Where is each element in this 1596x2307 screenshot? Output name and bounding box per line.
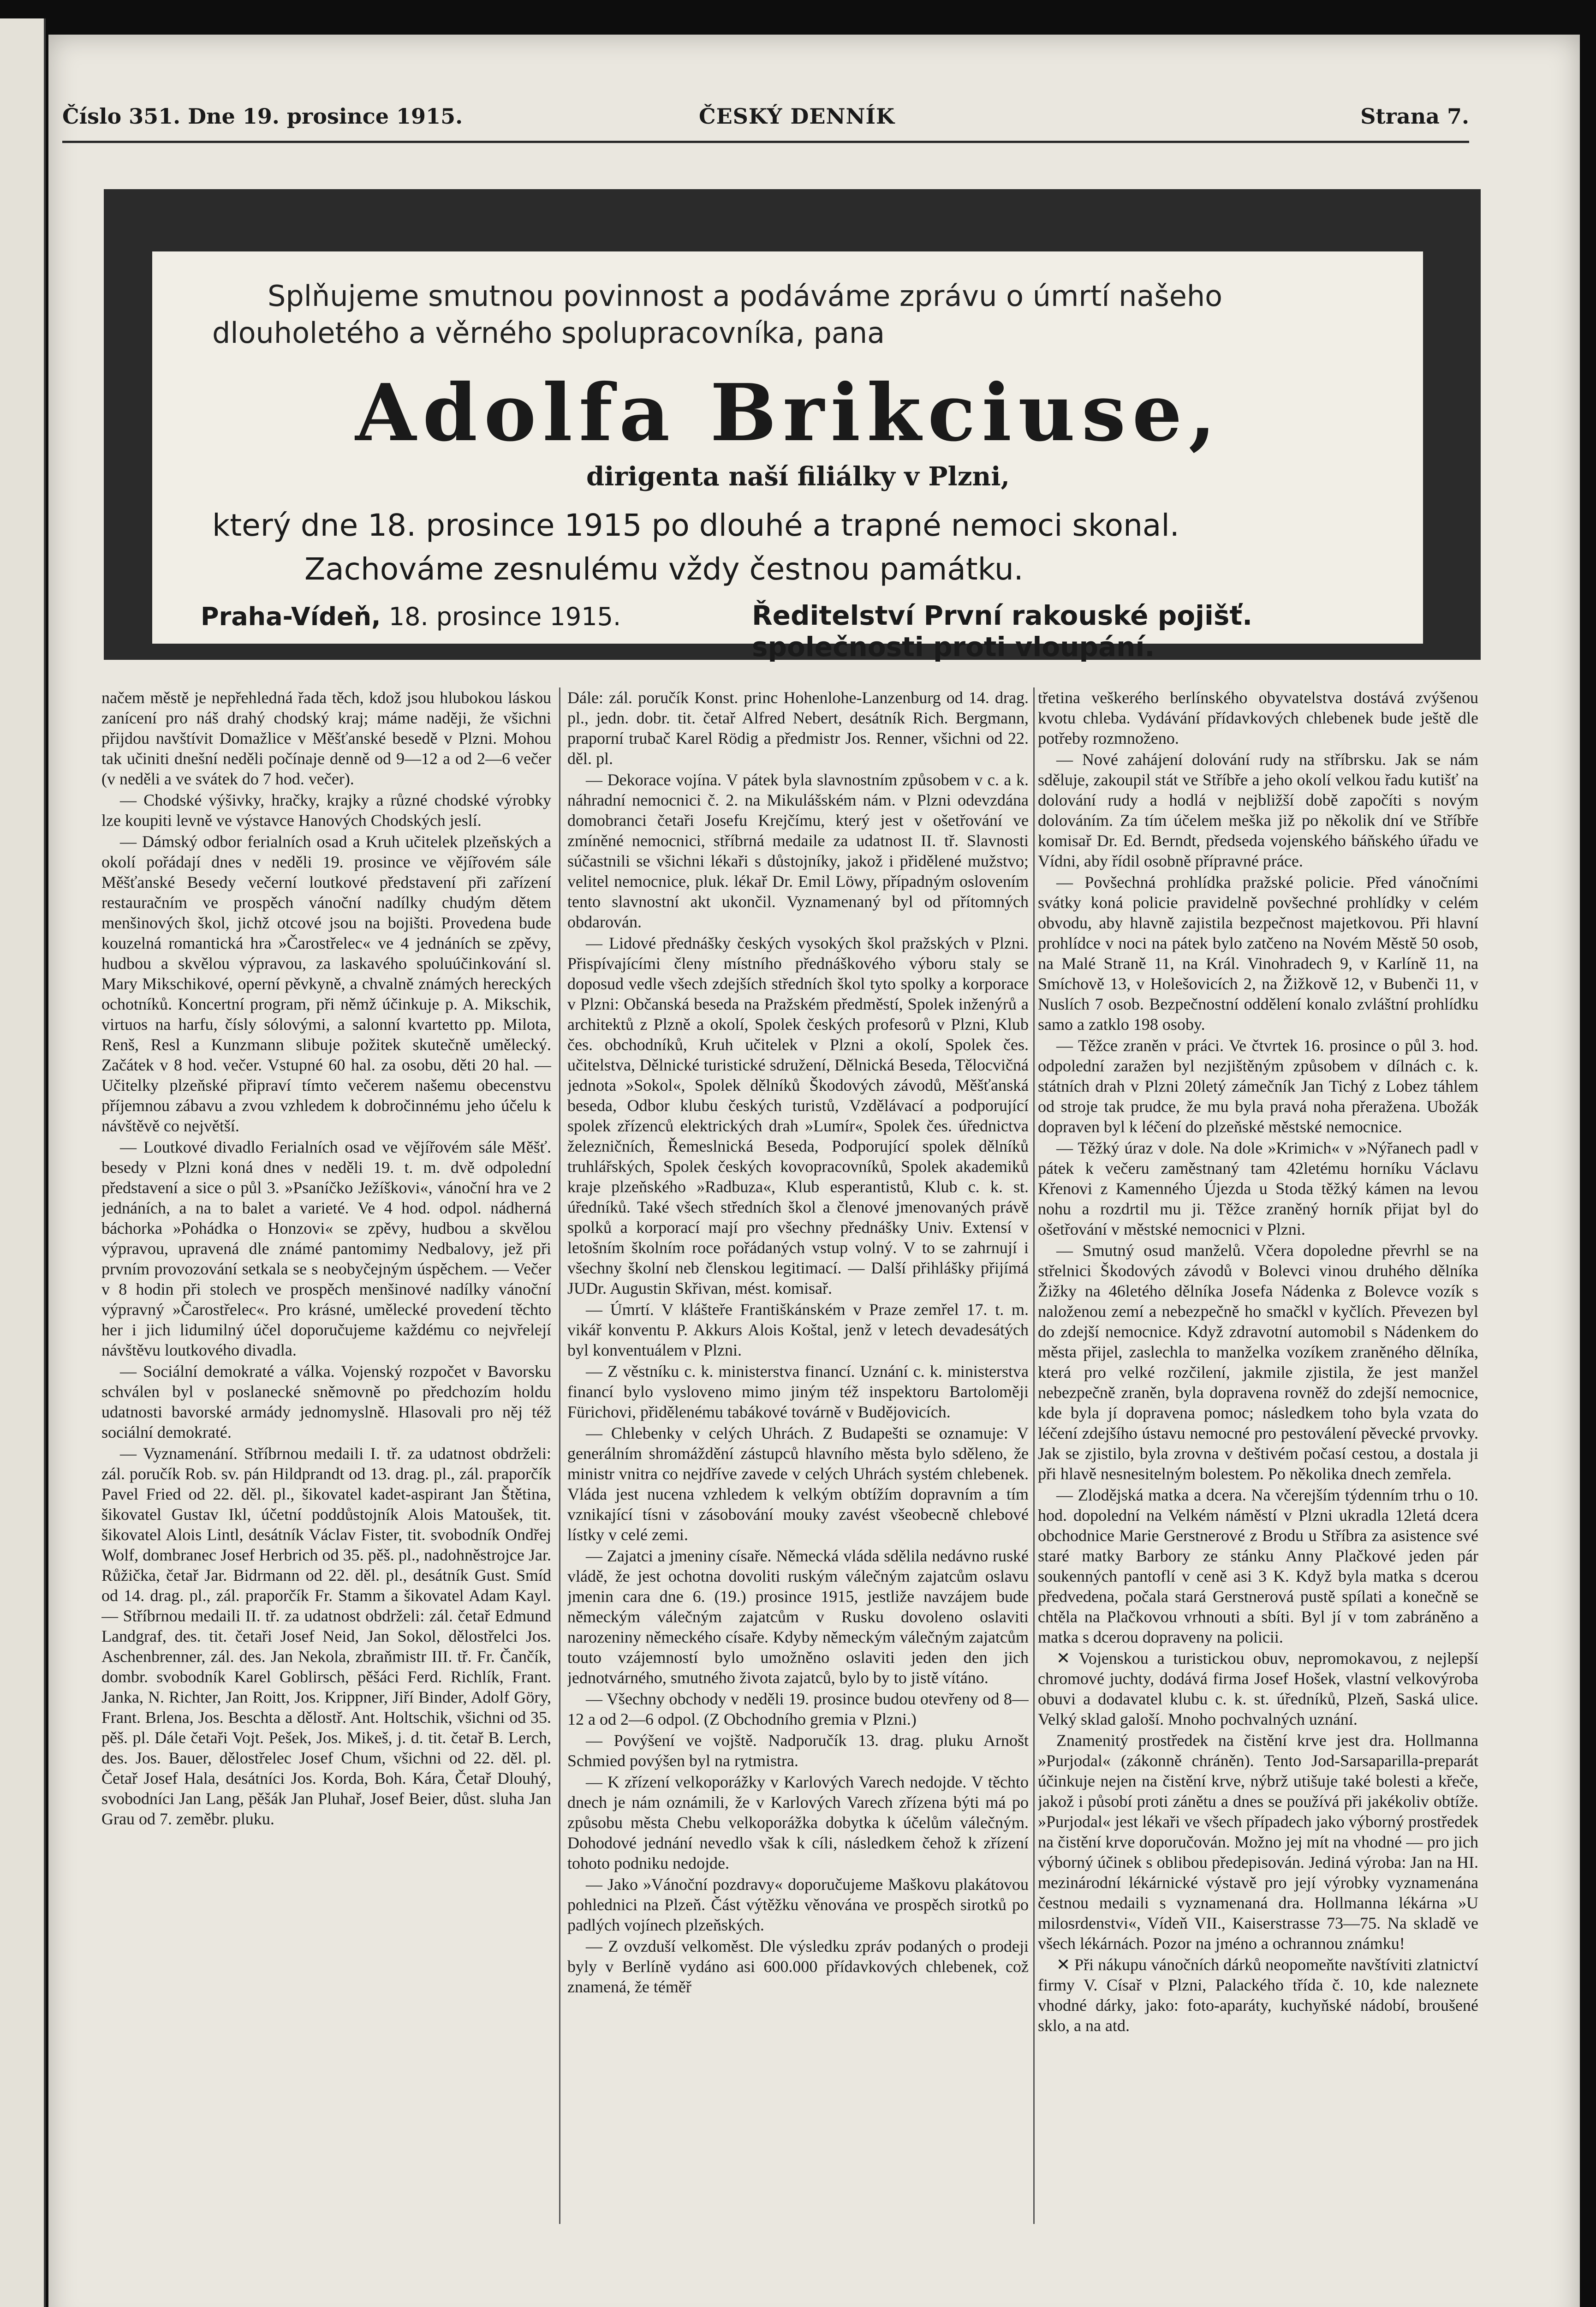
obituary-date: 18. prosince 1915.	[388, 602, 621, 631]
obituary-death-statement: který dne 18. prosince 1915 po dlouhé a trapné nemoci skonal.	[212, 508, 1179, 543]
article-paragraph: — K zřízení velkoporážky v Karlových Varech nedojde. V těchto dnech je nám oznámili, že v Karlových Varech zřízena býti má po způsobu města Chebu velkoporážka dobytka k účelům válečným. Dohodové jednání nevedlo však k cíli, následkem čehož k zřízení tohoto podniku nedojde.	[567, 1773, 1029, 1872]
article-paragraph: — Loutkové divadlo Ferialních osad ve vějířovém sále Měšť. besedy v Plzni koná dnes v neděli 19. t. m. dvě odpolední představení a sice o půl 3. »Psaníčko Ježíškovi«, vánoční hra ve 2 jednáních, a na to balet a varieté. Ve 4 hod. odpol. nádherná báchorka »Pohádka o Honzovi« se zpěvy, hudbou a skvělou výpravou, upravená dle známé pantomimy Nedbalovy, jež při prvním provozování setkala se s neobyčejným úspěchem. — Večer v 8 hodin při stolech ve prospěch menšinové nadílky vánoční výpravný »Čarostřelec«. Pro krásné, umělecké provedení těchto her i jich lidumilný účel doporučujeme každému co nejvřelejí návštěvu loutkového divadla.	[101, 1138, 551, 1359]
article-paragraph: — Sociální demokraté a válka. Vojenský rozpočet v Bavorsku schválen byl v poslanecké sněmovně po předchozím holdu udatnosti bavorské armády jednomyslně. Hlasovali pro něj též sociální demokraté.	[101, 1362, 551, 1441]
article-paragraph: — Smutný osud manželů. Včera dopoledne převrhl se na střelnici Škodových závodů v Bolevci vinou druhého dělníka Žižky na 46letého dělníka Josefa Nádenka z Bolevce vozík s naloženou zemí a nebezpečně ho smačkl v kyčlích. Převezen byl do zdejší nemocnice. Když zdravotní automobil s Nádenkem do města přijel, zaslechla to manželka vozíkem zraněného dělníka, která pro velké rozčilení, jakmile zjistila, že jest manžel nebezpečně zraněn, byla dopravena rovněž do zdejší nemocnice, kde byla jí dopravena pomoc; následkem toho byla vzata do léčení zdejšího ústavu nemocné pro pestoválení pěvecké prvovky. Jak se zjistilo, byla zrovna v deštivém počasí cestou, a dostala ji při hlavě nesnesitelným bolestem. Po několika dnech zemřela.	[1038, 1241, 1478, 1483]
article-paragraph: — Úmrtí. V klášteře Františkánském v Praze zemřel 17. t. m. vikář konventu P. Akkurs Alois Koštal, jenž v letech devadesátých byl konventuálem v Plzni.	[567, 1300, 1029, 1359]
column-divider	[1033, 687, 1035, 2224]
adjacent-page-edge	[0, 18, 46, 2307]
obituary-deceased-name: Adolfa Brikciuse,	[355, 367, 1222, 459]
article-paragraph: — Jako »Vánoční pozdravy« doporučujeme Maškovu plakátovou pohlednici na Plzeň. Část výtěžku věnována ve prospěch sirotků po padlých vojínech plzeňských.	[567, 1875, 1029, 1934]
article-paragraph: ✕ Při nákupu vánočních dárků neopomeňte navštíviti zlatnictví firmy V. Císař v Plzni, Palackého třída č. 10, kde naleznete vhodné dárky, jako: foto-aparáty, kuchyňské nádobí, broušené sklo, a na atd.	[1038, 1955, 1478, 2035]
obituary-intro-line1: Splňujeme smutnou povinnost a podáváme zprávu o úmrtí našeho	[268, 279, 1223, 313]
article-paragraph: — Chodské výšivky, hračky, krajky a různé chodské výrobky lze koupiti levně ve výstavce Hanových Chodských jeslí.	[101, 791, 551, 830]
article-paragraph: — Povýšení ve vojště. Nadporučík 13. drag. pluku Arnošt Schmied povýšen byl na rytmistra.	[567, 1731, 1029, 1770]
issue-date: Číslo 351. Dne 19. prosince 1915.	[62, 104, 463, 129]
obituary-notice	[152, 251, 1423, 663]
newspaper-title: ČESKÝ DENNÍK	[699, 104, 895, 129]
article-paragraph: — Vyznamenání. Stříbrnou medaili I. tř. za udatnost obdrželi: zál. poručík Rob. sv. pán Hildprandt od 13. drag. pl., zál. praporčík Pavel Fried od 22. děl. pl., šikovatel kadet-aspirant Jan Štětina, šikovatel Gustav Ikl, účetní poddůstojník Alois Matoušek, tit. šikovatel Alois Lintl, desátník Václav Fister, tit. svobodník Ondřej Wolf, dombranec Josef Herbrich od 35. pěš. pl., nadohněstrojce Jar. Růžička, četař Jar. Bidrmann od 22. děl. pl., desátník Gust. Smíd od 14. drag. pl., zál. praporčík Fr. Stamm a šikovatel Adam Kayl. — Stříbrnou medaili II. tř. za udatnost obdrželi: zál. četař Edmund Landgraf, des. tit. četaři Josef Neid, Jan Sokol, dělostřelci Jos. Aschenbrenner, zál. des. Jan Nekola, zbraňmistr III. tř. Fr. Čančík, dombr. svobodník Karel Goblirsch, pěšáci Ferd. Richlík, Frant. Janka, N. Richter, Jan Roitt, Jos. Krippner, Jiří Binder, Adolf Göry, Frant. Brlena, Jos. Beschta a dělostř. Ant. Holtschik, všichni od 35. pěš. pl. Dále četaři Vojt. Pešek, Jos. Mikeš, j. d. tit. četař B. Lerch, des. Jos. Bauer, dělostřelec Josef Chum, všichni od 22. děl. pl. Četař Josef Hala, desátníci Jos. Korda, Boh. Kára, Četař Dlouhý, svobodníci Jan Lang, pěšák Jan Pluhař, Josef Beier, důst. sluha Jan Grau od 7. zeměbr. pluku.	[101, 1444, 551, 1828]
obituary-memory: Zachováme zesnulému vždy čestnou památku.	[304, 551, 1024, 587]
article-paragraph: — Zlodějská matka a dcera. Na včerejším týdenním trhu o 10. hod. dopolední na Velkém náměstí v Plzni ukradla 12letá dcera obchodnice Marie Gerstnerové z Brodu u Stříbra za asistence své staré matky Barbory ze stánku Anny Plačkové jeden pár soukenných pantoflí v ceně asi 3 K. Když byla matka s dcerou předvedena, počala stará Gerstnerová pustě spílati a konečně se chtěla na Plačkovou vrhnouti a sbíti. Byl jí v tom zabráněno a matka s dcerou dopraveny na policii.	[1038, 1486, 1478, 1646]
column-2	[567, 687, 1029, 2233]
masthead-rule	[62, 141, 1469, 143]
article-paragraph: Dále: zál. poručík Konst. princ Hohenlohe-Lanzenburg od 14. drag. pl., jedn. dobr. tit. četař Alfred Nebert, desátník Rich. Bergmann, praporní trubač Karel Rödig a předmistr Jos. Renner, všichni od 22. děl. pl.	[567, 688, 1029, 768]
masthead	[62, 104, 1469, 138]
obituary-place-date	[201, 602, 621, 631]
article-paragraph: — Nové zahájení dolování rudy na stříbrsku. Jak se nám sděluje, zakoupil stát ve Stříbře a jeho okolí velkou řadu kutišť na dolování rudy a hodlá v nejbližší době započíti s novým dolováním. Za tím účelem meška již po několik dní ve Stříbře komisař Dr. Ed. Berndt, předseda vojenského báňského úřadu ve Vídni, aby řídil osobně přípravné práce.	[1038, 750, 1478, 870]
article-paragraph: — Z ovzduší velkoměst. Dle výsledku zpráv podaných o prodeji byly v Berlíně vydáno asi 600.000 přídavkových chlebenek, což znamená, že téměř	[567, 1937, 1029, 1996]
article-paragraph: — Těžký úraz v dole. Na dole »Krimich« v »Nýřanech padl v pátek k večeru zaměstnaný tam 42letému horníku Václavu Křenovi z Kamenného Újezda u Stoda těžký kámen na levou nohu a rozdrtil mu ji. Těžce zraněný horník přijat byl do ošetřování v městské nemocnici v Plzni.	[1038, 1139, 1478, 1238]
article-paragraph: — Dámský odbor ferialních osad a Kruh učitelek plzeňských a okolí pořádají dnes v neděli 19. prosince ve vějířovém sále Měšťanské Besedy večerní loutkové představení při zařízení restauračním ve prospěch vánoční nadílky chudým dětem menšinových škol, jichž otcové jsou na bojišti. Provedena bude kouzelná romantická hra »Čarostřelec« ve 4 jednáních se zpěvy, hudbou a skvělou výpravou, za laskavého spoluúčinkování sl. Mary Mikschikové, operní pěvkyně, a chvalně známých hereckých ochotníků. Koncertní program, při němž účinkuje p. A. Mikschik, virtuos na harfu, čísly sólovými, a salonní kvartetto pp. Milota, Renš, Resl a Kunzmann slibuje požitek skutečně umělecký. Začátek v 8 hod. večer. Vstupné 60 hal. za osobu, děti 20 hal. — Učitelky plzeňské připraví tímto večerem našemu obecenstvu příjemnou zábavu a zvou vzhledem k dobročinnému jeho účelu k návštěvě co největší.	[101, 832, 551, 1135]
article-paragraph: ✕ Vojenskou a turistickou obuv, nepromokavou, z nejlepší chromové juchty, dodává firma Josef Hošek, vlastní velkovýroba obuvi a dodavatel klubu c. k. st. úředníků, Plzeň, Saská ulice. Velký sklad galoší. Mnoho pochvalných uznání.	[1038, 1649, 1478, 1728]
article-paragraph: načem městě je nepřehledná řada těch, kdož jsou hlubokou láskou zanícení pro náš drahý chodský kraj; máme naději, že všichni přijdou navštívit Domažlice v Měšťanské besedě v Plzni. Mohou tak učiniti dnešní neděli počínaje denně od 9—12 a od 2—6 večer (v neděli a ve svátek do 7 hod. večer).	[101, 688, 551, 788]
obituary-intro-line2: dlouholetého a věrného spolupracovníka, pana	[212, 316, 885, 350]
page-number: Strana 7.	[1360, 104, 1469, 129]
column-1	[101, 687, 551, 2233]
column-3	[1038, 687, 1478, 2233]
article-paragraph: — Chlebenky v celých Uhrách. Z Budapešti se oznamuje: V generálním shromáždění zástupců hlavního města bylo sděleno, že ministr vnitra co nejdříve zavede v celých Uhrách systém chlebenek. Vláda jest nucena vzhledem k velkým obtížím dopravním a tím vznikající tísni v zásobování mouky zavést všeobecně chlebové lístky v celé zemi.	[567, 1424, 1029, 1544]
article-paragraph: třetina veškerého berlínského obyvatelstva dostává zvýšenou kvotu chleba. Vydávání přídavkových chlebenek bude ještě dle potřeby rozmnoženo.	[1038, 688, 1478, 747]
article-paragraph: — Dekorace vojína. V pátek byla slavnostním způsobem v c. a k. náhradní nemocnici č. 2. na Mikulášském nám. v Plzni odevzdána domobranci četaři Josefu Krejčímu, který jest v ošetřování ve zmíněné nemocnici, stříbrná medaile za udatnost II. tř. Slavnosti súčastnili se všichni lékaři s důstojníky, jakož i přidělené mužstvo; velitel nemocnice, pluk. lékař Dr. Emil Löwy, případným oslovením tento slavnostní akt ukončil. Vyznamenaný byl od přítomných obdarován.	[567, 771, 1029, 931]
obituary-role: dirigenta naší filiálky v Plzni,	[586, 461, 1010, 492]
article-paragraph: — Lidové přednášky českých vysokých škol pražských v Plzni. Přispívajícími členy místního přednáškového výboru staly se doposud vedle všech zdejších středních škol tyto spolky a korporace v Plzni: Občanská beseda na Pražském předměstí, Spolek inženýrů a architektů z Plzně a okolí, Spolek českých profesorů v Plzni, Klub čes. obchodníků, Kruh učitelek v Plzni a okolí, Spolek čes. učitelstva, Dělnické turistické sdružení, Dělnická Beseda, Tělocvičná jednota »Sokol«, Spolek dělníků Škodových závodů, Měšťanská beseda, Odbor klubu českých turistů, Vzdělávací a podporující spolek zřízenců elektrických drah »Lumír«, Spolek čes. úřednictva železničních, Řemeslnická Beseda, Podporující spolek dělníků truhlářských, Spolek českých kovopracovníků, Spolek akademiků kraje plzeňského »Radbuza«, Klub esperantistů, Klub c. k. st. úředníků. Také všech středních škol a členové jmenovaných právě spolků a korporací mají pro všechny přednášky Univ. Extensí v letošním školním roce pořádaných vstup volný. V to se zahrnují i všechny školní neb členskou legitimací. — Další přihlášky přijímá JUDr. Augustin Skřivan, mést. komisař.	[567, 934, 1029, 1297]
obituary-signatory: Ředitelství První rakouské pojišť. společnosti proti vloupání.	[752, 600, 1253, 663]
column-divider	[559, 687, 560, 2224]
article-paragraph: — Všechny obchody v neděli 19. prosince budou otevřeny od 8—12 a od 2—6 odpol. (Z Obchodního gremia v Plzni.)	[567, 1690, 1029, 1728]
article-paragraph: — Zajatci a jmeniny císaře. Německá vláda sdělila nedávno ruské vládě, že jest ochotna dovoliti ruským válečným zajatcům oslavu jmenin cara dne 6. (19.) prosince 1915, jestliže navzájem bude německým válečným zajatcům v Rusku dovoleno oslaviti narozeniny německého císaře. Kdyby německým válečným zajatcům touto vzájemností bylo umožněno oslaviti jeden den jich jednotvárného, smutného života zajatců, bylo by to jistě vítáno.	[567, 1547, 1029, 1687]
obituary-city: Praha-Vídeň,	[201, 602, 381, 631]
article-paragraph: — Povšechná prohlídka pražské policie. Před vánočními svátky koná policie pravidelně povšechné prohlídky v celém obvodu, aby hlavně zajistila bezpečnost majetkovou. Při hlavní prohlídce v noci na pátek bylo zatčeno na Novém Městě 50 osob, na Malé Straně 11, na Král. Vinohradech 9, v Karlíně 11, na Smíchově 13, v Holešovicích 2, na Žižkově 12, v Bubenči 11, v Nuslích 7 osob. Bezpečnostní oddělení konalo zvláštní prohlídku samo a zatklo 198 osoby.	[1038, 873, 1478, 1034]
article-paragraph: Znamenitý prostředek na čistění krve jest dra. Hollmanna »Purjodal« (zákonně chráněn). Tento Jod-Sarsaparilla-preparát účinkuje nejen na čistění krve, nýbrž utišuje také bolesti a křeče, jakož i působí proti zánětu a dnes se používá při jakékoliv obtíže. »Purjodal« jest lékaři ve všech případech jako výborný prostředek na čistění krve doporučován. Možno jej mít na vhodné — pro jich výborný účinek s oblibou předepisován. Jediná výroba: Jan na HI. mezinárodní lékárnické výstavě pro její výrobky vyznamenána čestnou medaili s vyznamenaná dra. Hollmanna lékárna »U milosrdenstvi«, Vídeň VII., Kaiserstrasse 73—75. Na skladě ve všech lékárnách. Pozor na jméno a ochrannou známku!	[1038, 1731, 1478, 1953]
article-paragraph: — Těžce zraněn v práci. Ve čtvrtek 16. prosince o půl 3. hod. odpolední zaražen byl nezjištěným způsobem v dílnách c. k. státních drah v Plzni 20letý zámečník Jan Tichý z Lobez táhlem od stroje tak prudce, že mu byla pravá noha přeražena. Ubožák dopraven byl k léčení do plzeňské městské nemocnice.	[1038, 1036, 1478, 1136]
article-paragraph: — Z věstníku c. k. ministerstva financí. Uznání c. k. ministerstva financí bylo vysloveno mimo jiným též inspektoru Bartoloměji Fürichovi, přidělenému tabákové továrně v Budějovicích.	[567, 1362, 1029, 1421]
